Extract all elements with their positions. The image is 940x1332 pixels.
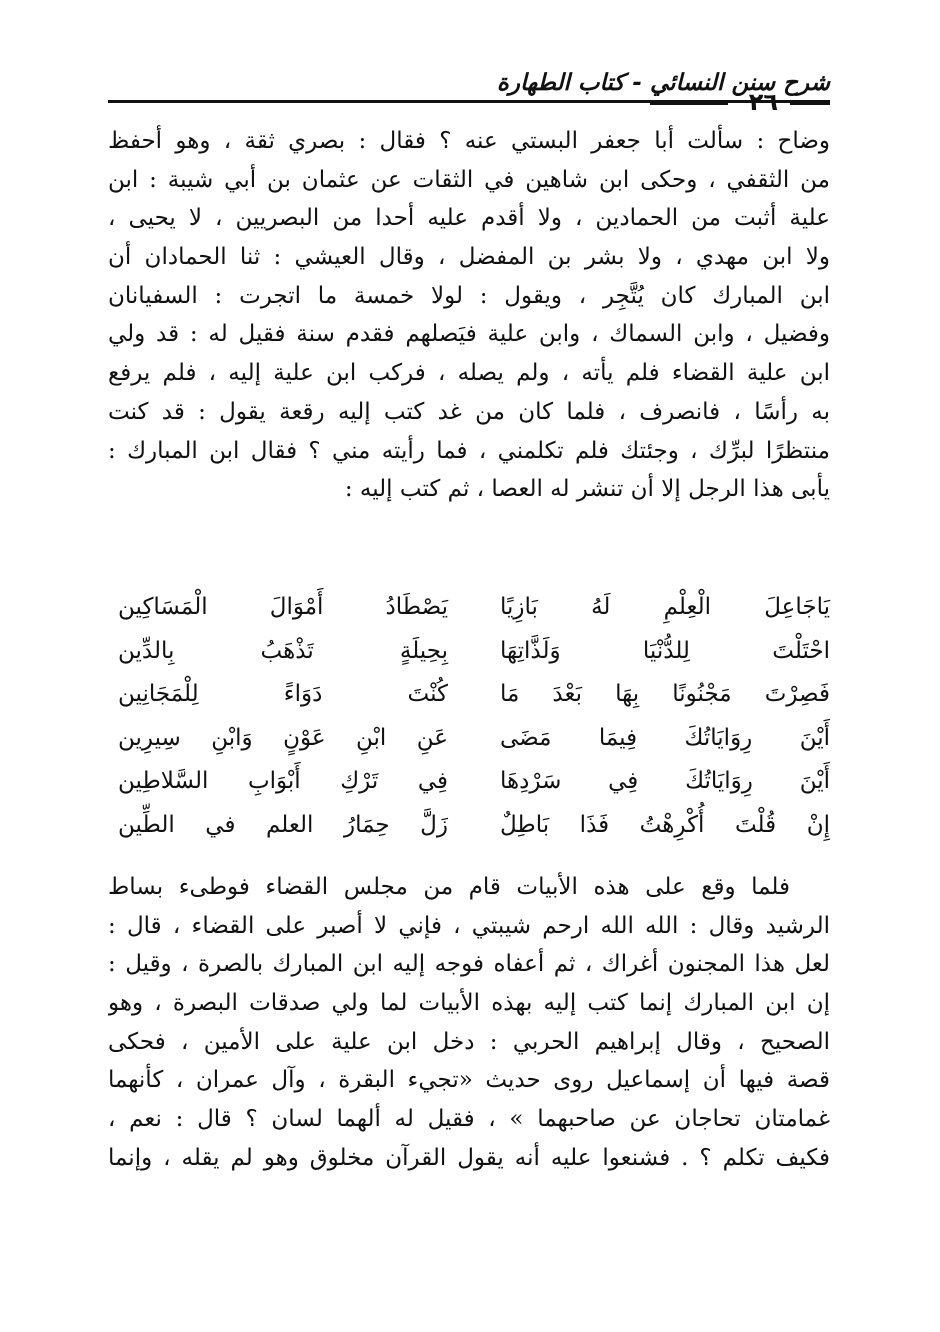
page-number-dash-right [790, 102, 830, 105]
poem-hemistich: إِنْ قُلْتَ أُكْرِهْتُ فَذَا بَاطِلٌ [500, 811, 830, 838]
poem-hemistich: زَلَّ حِمَارُ العلم في الطِّين [118, 811, 448, 838]
poem-hemistich: بِحِيلَةٍ تَذْهَبُ بِالدِّين [118, 637, 448, 664]
poem-hemistich: أَيْنَ رِوَايَاتُكَ فِيمَا مَضَى [500, 724, 830, 751]
text-line: وفضيل ، وابن السماك ، وابن علية فيَصلهم فقدم سنة فقيل له : قد ولي [108, 321, 830, 348]
poem-hemistich: احْتَلْتَ لِلدُّنْيَا وَلَذَّاتِهَا [500, 637, 830, 664]
text-line: لعل هذا المجنون أغراك ، ثم أعفاه فوجه إليه ابن المبارك بالصرة ، وقيل : [108, 951, 830, 978]
text-line: منتظرًا لبرِّك ، وجئتك فلم تكلمني ، فما رأيته مني ؟ فقال ابن المبارك : [108, 437, 830, 464]
paragraph-2 [108, 868, 830, 1178]
text-line: ابن علية القضاء فلم يأته ، ولم يصله ، فركب ابن علية إليه ، فلم يرفع [108, 360, 830, 387]
text-line: وضاح : سألت أبا جعفر البستي عنه ؟ فقال : بصري ثقة ، وهو أحفظ [108, 128, 830, 154]
poem [118, 586, 830, 848]
text-line: ولا ابن مهدي ، ولا بشر بن المفضل ، وقال العيشي : ثنا الحمادان أن [108, 244, 830, 271]
page-number-dash-left [650, 102, 728, 105]
text-line: إن ابن المبارك إنما كتب إليه بهذه الأبيات لما ولي صدقات البصرة ، وهو [108, 990, 830, 1017]
poem-hemistich: أَيْنَ رِوَايَاتُكَ فِي سَرْدِهَا [500, 768, 830, 794]
text-line: الرشيد وقال : الله الله ارحم شيبتي ، فإني لا أصبر على القضاء ، قال : [108, 912, 830, 939]
poem-hemistich: عَنِ ابْنِ عَوْنٍ وَابْنِ سِيرِين [118, 724, 448, 751]
text-line: قصة فيها أن إسماعيل روى حديث «تجيء البقرة ، وآل عمران ، كأنهما [108, 1067, 830, 1094]
poem-hemistich: فِي تَرْكِ أَبْوَابِ السَّلاطِين [118, 768, 448, 794]
text-line: الصحيح ، وقال إبراهيم الحربي : دخل ابن علية على الأمين ، فحكى [108, 1028, 830, 1055]
header-title: شرح سنن النسائي - كتاب الطهارة [496, 70, 830, 96]
text-line: ابن المبارك كان يُتَّجِر ، ويقول : لولا خمسة ما اتجرت : السفيانان [108, 282, 830, 309]
poem-second-hemistichs [118, 586, 448, 847]
text-line: من الثقفي ، وحكى ابن شاهين في الثقات عن عثمان بن أبي شيبة : ابن [108, 166, 830, 193]
text-line: فكيف تكلم ؟ . فشنعوا عليه أنه يقول القرآن مخلوق وهو لم يقله ، وإنما [108, 1144, 830, 1171]
poem-hemistich: فَصِرْتَ مَجْنُونًا بِهَا بَعْدَ مَا [500, 681, 830, 707]
text-line: به رأسًا ، فانصرف ، فلما كان من غد كتب إليه رقعة يقول : قد كنت [108, 398, 830, 425]
poem-hemistich: يَاجَاعِلَ الْعِلْمِ لَهُ بَازِيًا [500, 594, 830, 620]
poem-hemistich: كُنْتَ دَوَاءً لِلْمَجَانِين [118, 681, 448, 707]
page-number: ٢٦ [748, 88, 778, 116]
paragraph-1 [108, 122, 830, 509]
poem-hemistich: يَصْطَادُ أَمْوَالَ الْمَسَاكِين [118, 594, 448, 620]
page-number-row [650, 88, 830, 118]
poem-first-hemistichs [500, 586, 830, 847]
text-line: علية أثبت من الحمادين ، ولا أقدم عليه أحدا من البصريين ، لا يحيى ، [108, 205, 830, 232]
text-line: فلما وقع على هذه الأبيات قام من مجلس القضاء فوطىء بساط [108, 874, 790, 900]
text-line: غمامتان تحاجان عن صاحبهما » ، فقيل له ألهما لسان ؟ قال : نعم ، [108, 1106, 830, 1133]
text-line: يأبى هذا الرجل إلا أن تنشر له العصا ، ثم كتب إليه : [344, 476, 830, 503]
